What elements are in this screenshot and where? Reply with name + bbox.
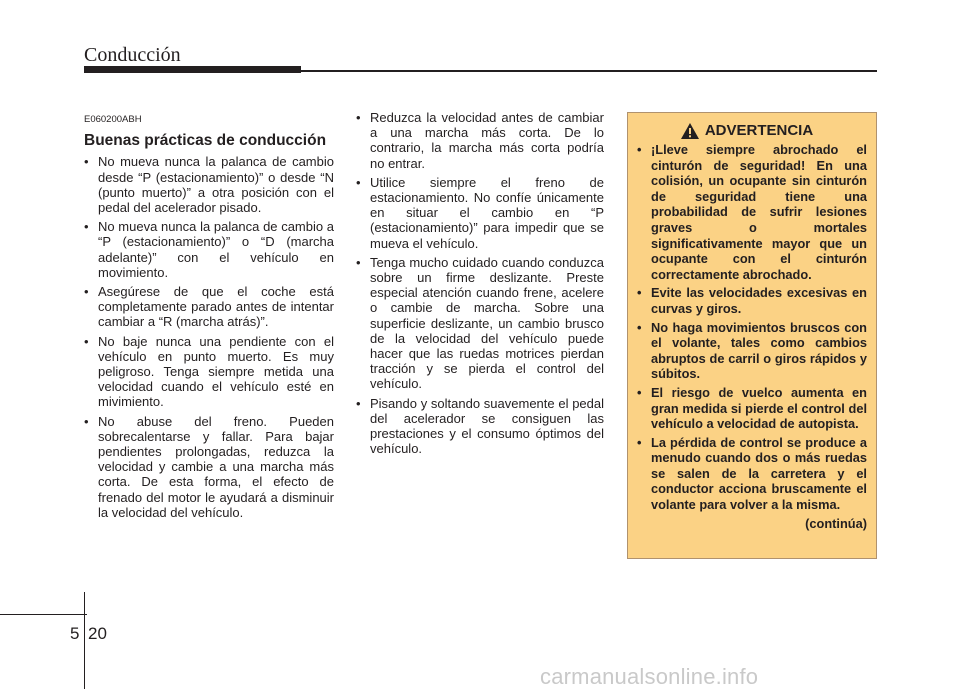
- bullet-icon: •: [356, 110, 361, 125]
- list-item: • Utilice siempre el freno de estacionamiento. No confíe únicamente en situar el cambio en “P (estacionamiento)” para impedir que se mueva el vehículo.: [356, 174, 604, 251]
- chapter-number: 5: [70, 624, 80, 643]
- bullet-icon: •: [84, 413, 89, 429]
- bullet-icon: •: [637, 384, 642, 400]
- bullet-icon: •: [84, 154, 89, 170]
- bullet-icon: •: [356, 395, 361, 411]
- footer-divider-vertical: [84, 592, 85, 689]
- list-item: • ¡Lleve siempre abrochado el cinturón de seguridad! En una colisión, un ocupante sin cinturón de seguridad tiene una probabilidad de sufrir lesiones graves o mortales significativamente mayor que un ocupante con el cinturón correctamente abrochado.: [637, 142, 867, 282]
- warning-box: [627, 112, 877, 559]
- bullet-icon: •: [84, 333, 89, 349]
- section-heading: Buenas prácticas de conducción: [84, 132, 327, 150]
- chapter-title: Conducción: [84, 44, 181, 66]
- bullet-icon: •: [637, 434, 642, 450]
- watermark: carmanualsonline.info: [540, 664, 759, 689]
- list-item: • No haga movimientos bruscos con el volante, tales como cambios abruptos de carril o giros rápidos y súbitos.: [637, 319, 867, 382]
- bullet-icon: •: [356, 174, 361, 190]
- bullet-icon: •: [637, 285, 642, 301]
- list-item: • Asegúrese de que el coche está completamente parado antes de intentar cambiar a “R (marcha atrás)”.: [84, 284, 334, 330]
- bullet-icon: •: [84, 219, 89, 235]
- page-number: 20: [88, 624, 107, 643]
- bullet-icon: •: [356, 254, 361, 270]
- list-item: • Pisando y soltando suavemente el pedal del acelerador se consiguen las prestaciones y el consumo óptimos del vehículo.: [356, 395, 604, 457]
- middle-list: [356, 110, 604, 456]
- list-item: • Reduzca la velocidad antes de cambiar a una marcha más corta. De lo contrario, la marcha más corta podría no entrar.: [356, 110, 604, 171]
- list-item: • No baje nunca una pendiente con el vehículo en punto muerto. Es muy peligroso. Tenga siempre metida una velocidad cuando el vehículo esté en mivimiento.: [84, 333, 334, 410]
- left-column: [84, 112, 334, 524]
- bullet-icon: •: [637, 142, 642, 157]
- bullet-icon: •: [637, 319, 642, 335]
- footer-divider-horizontal: [0, 614, 87, 615]
- middle-column: [356, 110, 604, 460]
- section-code: E060200ABH: [84, 114, 142, 125]
- list-item: • Evite las velocidades excesivas en curvas y giros.: [637, 285, 867, 316]
- continued-label: (continúa): [805, 515, 867, 531]
- list-item: • No abuse del freno. Pueden sobrecalentarse y fallar. Para bajar pendientes prolongadas, reduzca la velocidad y cambie a una marcha más corta. De esta forma, el efecto de frenado del motor le ayudará a disminuir la velocidad del vehículo.: [84, 413, 334, 520]
- warning-list: [637, 142, 867, 513]
- list-item: • No mueva nunca la palanca de cambio a “P (estacionamiento)” o “D (marcha adelante)” con el vehículo en movimiento.: [84, 219, 334, 280]
- list-item: • Tenga mucho cuidado cuando conduzca sobre un firme deslizante. Preste especial atención cuando frene, acelere o cambie de marcha. Sobre una superficie deslizante, un cambio brusco de la velocidad del vehículo puede hacer que las ruedas motrices pierdan tracción y se pierda el control del vehículo.: [356, 254, 604, 392]
- warning-title: ADVERTENCIA: [704, 122, 814, 140]
- bullet-icon: •: [84, 284, 89, 300]
- warning-header: [627, 123, 867, 139]
- list-item: • El riesgo de vuelco aumenta en gran medida si pierde el control del vehículo a velocidad de autopista.: [637, 384, 867, 432]
- warning-icon: [681, 123, 699, 139]
- list-item: • No mueva nunca la palanca de cambio desde “P (estacionamiento)” o desde “N (punto muerto)” a otra posición con el pedal del acelerador pisado.: [84, 154, 334, 216]
- header-rule: [301, 70, 877, 72]
- left-list: [84, 154, 334, 520]
- header-bar: [84, 66, 301, 73]
- list-item: • La pérdida de control se produce a menudo cuando dos o más ruedas se salen de la carretera y el conductor acciona bruscamente el volante para volver a la misma.: [637, 434, 867, 513]
